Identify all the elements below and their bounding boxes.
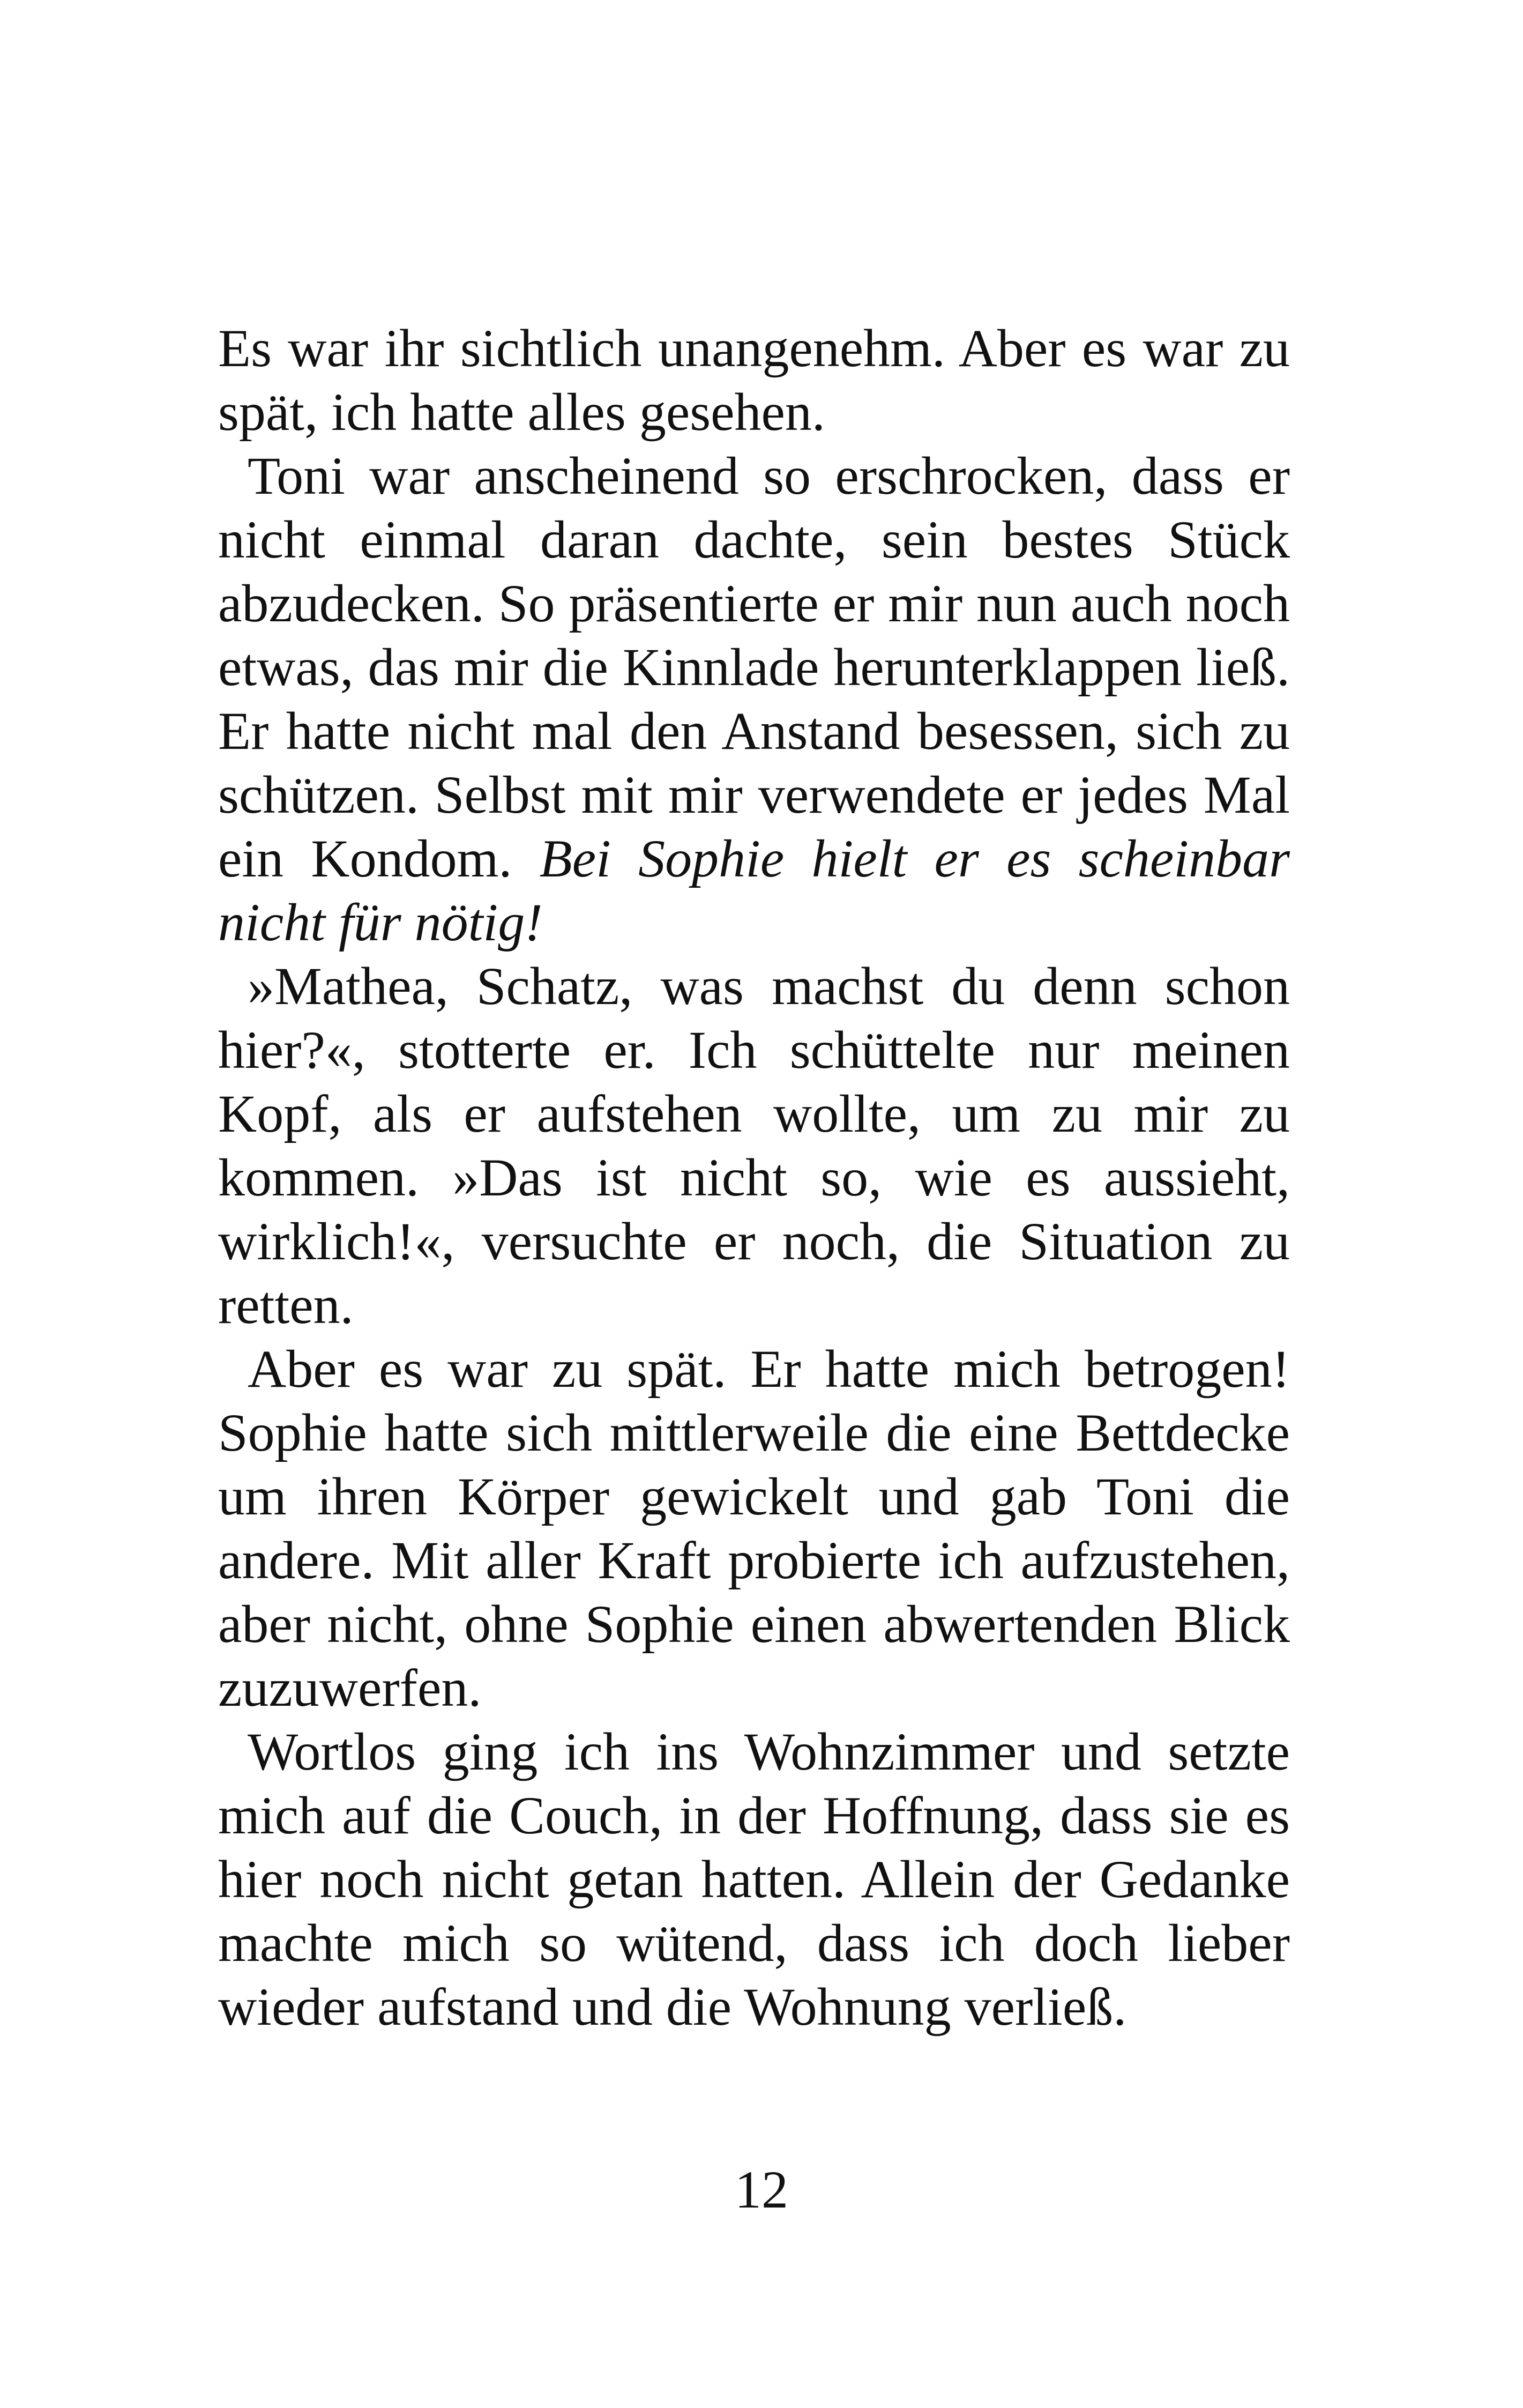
- paragraph-5-text: Wortlos ging ich ins Wohnzimmer und setzte mich auf die Couch, in der Hoffnung, dass sie es hier noch nicht getan hatten. Allein der Gedanke machte mich so wütend, dass ich doch lieber wieder aufstand und die Wohnung verließ.: [218, 1722, 1290, 2037]
- paragraph-4-text: Aber es war zu spät. Er hatte mich betrogen! Sophie hatte sich mittlerweile die eine Bettdecke um ihren Körper gewickelt und gab Toni die andere. Mit aller Kraft probierte ich aufzustehen, aber nicht, ohne Sophie einen abwertenden Blick zuzuwerfen.: [218, 1339, 1290, 1718]
- paragraph-3: [218, 954, 1290, 1337]
- paragraph-1: [218, 316, 1290, 444]
- paragraph-1-text: Es war ihr sichtlich unangenehm. Aber es war zu spät, ich hatte alles gesehen.: [218, 318, 1290, 442]
- body-text: [218, 316, 1290, 2039]
- paragraph-5: [218, 1720, 1290, 2039]
- paragraph-2-text: Toni war anscheinend so erschrocken, dass er nicht einmal daran dachte, sein bestes Stück abzudecken. So präsentierte er mir nun auch noch etwas, das mir die Kinnlade herunterklappen ließ. Er hatte nicht mal den Anstand besessen, sich zu schützen. Selbst mit mir verwendete er jedes Mal ein Kondom.: [218, 446, 1290, 888]
- paragraph-2: [218, 444, 1290, 954]
- paragraph-2-italic-text: Bei Sophie hielt er es scheinbar nicht für nötig!: [218, 829, 1290, 952]
- page-number: 12: [735, 2160, 788, 2219]
- paragraph-3-text: »Mathea, Schatz, was machst du denn schon hier?«, stotterte er. Ich schüttelte nur meinen Kopf, als er aufstehen wollte, um zu mir zu kommen. »Das ist nicht so, wie es aussieht, wirklich!«, versuchte er noch, die Situation zu retten.: [218, 956, 1290, 1335]
- paragraph-4: [218, 1337, 1290, 1720]
